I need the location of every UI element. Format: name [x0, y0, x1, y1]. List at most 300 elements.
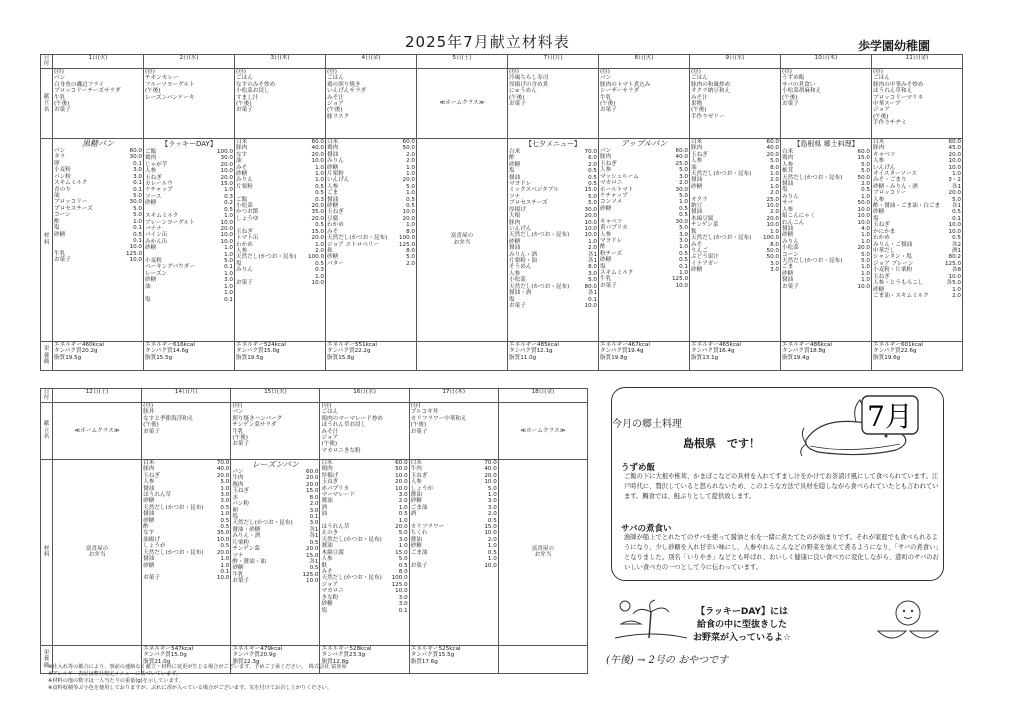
ingredient-name: 砂糖 [410, 498, 422, 505]
ingredient-name: ベーキングパウダー [145, 264, 195, 271]
nutrition-cell [498, 645, 587, 673]
ingredients-cell [781, 138, 872, 341]
ingredient-name: なす [143, 530, 155, 537]
ingredient-name: 醤油 [691, 177, 703, 184]
day-header: 3日(木) [235, 55, 326, 69]
ingredient-qty: 1.0 [861, 277, 870, 284]
ingredient-row [782, 175, 870, 181]
ingredient-name: ごま油 [410, 504, 428, 511]
ingredient-name: 塩 [54, 225, 60, 232]
ingredient-name: みりん・ご醤油 [873, 241, 913, 248]
month-badge: 7月 [867, 400, 913, 433]
ingredient-qty: 20.0 [306, 481, 319, 488]
ingredient-name: 玉ねぎ [691, 151, 708, 158]
ingredient-qty: 8.0 [398, 569, 408, 576]
nutrition-line: エネルギー465kcal [691, 341, 741, 348]
menu-cell [326, 68, 417, 138]
ingredient-qty: 0.1 [224, 264, 233, 271]
ingredient-name: 豚肉 [236, 145, 248, 152]
ingredient-qty: 5.0 [220, 479, 230, 486]
ingredient-qty: 20.0 [584, 213, 597, 220]
ingredient-qty: 10.0 [766, 222, 779, 229]
ingredient-name: ブレーンヨーグルト [145, 219, 195, 226]
ingredient-qty: 5.0 [679, 225, 688, 232]
ingredient-qty: 30.0 [584, 206, 597, 213]
ingredient-qty: 10.0 [766, 203, 779, 210]
ingredient-qty: 125.0 [398, 241, 415, 248]
ingredient-name: みりん・酒 [509, 251, 537, 258]
ingredient-qty: 2.0 [679, 180, 688, 187]
ingredient-name: 砂糖 [327, 203, 339, 210]
day-header: 18日(金) [498, 389, 587, 403]
ingredient-name: 油 [54, 192, 60, 199]
ingredient-qty: 各1 [309, 558, 319, 565]
menu-line: 照り焼きハンバーグ [232, 415, 283, 422]
ingredient-qty: 35.0 [311, 209, 324, 216]
ingredient-name: 中華だし [873, 248, 896, 255]
ingredient-name: ほうれん草 [143, 491, 172, 498]
ingredient-name: 塩 [145, 296, 151, 303]
handwritten-memo: (午後) → 2号の おやつです [606, 655, 729, 666]
menu-line: お菓子 [782, 100, 799, 107]
ingredient-qty: 50.0 [395, 466, 408, 473]
ingredient-qty: 10.0 [220, 168, 233, 175]
menu-line: 鶏の照り焼き [327, 81, 361, 88]
ingredient-qty: 50.0 [766, 248, 779, 255]
nutrition-line: タンパク質23.3g [321, 652, 366, 659]
label-date: 日付 [41, 55, 53, 69]
ingredient-name: 天然だし(かつお・昆布) [509, 232, 570, 239]
ingredient-name: 塩 [509, 168, 515, 175]
ingredient-name: れんこん [782, 219, 805, 226]
ingredient-name: 人参 [327, 183, 339, 190]
ingredient-qty: 15.0 [306, 488, 319, 495]
home-class-cell: ≪ホームクラス≫ [53, 402, 142, 459]
ingredient-qty: 10.0 [220, 219, 233, 226]
ingredient-name: 大根 [509, 213, 521, 220]
ingredient-qty: 10.0 [484, 479, 497, 486]
ingredient-qty: 2.0 [588, 161, 597, 168]
day-header: 7日(月) [508, 55, 599, 69]
menu-line: (昼) [143, 402, 154, 409]
ingredient-qty: 15.0 [484, 524, 497, 531]
ingredient-qty: 各8 [951, 267, 961, 274]
ingredient-qty: 0.1 [133, 225, 142, 232]
nutrition-line: エネルギー528kcal [321, 645, 372, 652]
menu-cell [781, 68, 872, 138]
menu-line: (午後) [232, 434, 248, 441]
ingredient-name: 片栗粉 [327, 170, 344, 177]
menu-line: (昼) [691, 68, 701, 75]
ingredient-qty: 1.0 [398, 504, 408, 511]
ingredient-qty: 0.1 [133, 160, 142, 167]
ingredient-qty: 1.0 [406, 190, 415, 197]
menu-line: ごはん [236, 75, 253, 82]
day-header: 12日(土) [53, 389, 142, 403]
menu-line: うずめ飯 [782, 75, 805, 82]
ingredient-name: 醤油 [143, 485, 155, 492]
ingredient-qty: 5.0 [588, 200, 597, 207]
ingredient-qty: 2.0 [487, 536, 497, 543]
ingredient-name: ブロッコリー [873, 190, 907, 197]
ingredient-qty: 3.0 [224, 277, 233, 284]
ingredient-name: ミックスベジタブル [509, 187, 559, 194]
menu-line: パン [54, 75, 66, 82]
ingredient-qty: 10.0 [395, 472, 408, 479]
nutrition-cell [235, 341, 326, 370]
nutrition-line: タンパク質22.2g [327, 348, 371, 355]
day-header: 9日(水) [690, 55, 781, 69]
ingredient-name: ごま油・スキムミルク [873, 292, 929, 299]
ingredient-name: ツナ [509, 193, 521, 200]
ingredient-name: 酢 [143, 524, 149, 531]
menu-line: (昼) [232, 402, 243, 409]
ingredient-qty: 0.5 [224, 206, 233, 213]
label-nutrition: 栄養価 [41, 645, 53, 673]
ingredient-qty: 0.5 [406, 203, 415, 210]
nutrition-cell [508, 341, 599, 370]
ingredient-name: しょうが [143, 543, 166, 550]
ingredient-name: 人参 [143, 479, 155, 486]
ingredient-qty: 0.5 [220, 504, 230, 511]
ingredient-name: みりん [236, 267, 253, 274]
ingredient-name: 天然だし(かつお・昆布) [321, 536, 382, 543]
nutrition-line: 脂質15.5g [145, 354, 173, 361]
ingredient-qty: 5.0 [861, 161, 870, 168]
menu-line: (午後) [509, 94, 525, 101]
ingredient-qty: 0.5 [861, 187, 870, 194]
ingredient-name: ブロッコリー [54, 199, 88, 206]
ingredient-qty: 0.5 [588, 181, 597, 187]
menu-line: (昼) [236, 68, 246, 75]
nutrition-cell [144, 341, 235, 370]
day-header: 5日(土) [417, 55, 508, 69]
menu-line: オクラ納豆和え [691, 88, 731, 95]
ingredient-qty: 0.5 [220, 517, 230, 524]
menu-line: 小松菜胡麻和え [782, 88, 822, 95]
ingredients-cell [326, 138, 417, 341]
ingredient-name: 醤油 [509, 245, 521, 252]
ingredient-name: 卵 [54, 160, 60, 167]
ingredient-name: ジョア [321, 581, 339, 588]
ingredient-name: 砂糖 [54, 231, 66, 238]
ingredient-qty: 10.0 [216, 536, 230, 543]
menu-line: 牛乳 [54, 94, 66, 101]
ingredient-qty: 5.0 [398, 556, 408, 563]
nutrition-line: エネルギー479kcal [232, 645, 283, 652]
ingredient-name: お菓子 [232, 578, 250, 585]
ingredient-qty: 10.0 [395, 588, 408, 595]
ingredient-name: 天然だし(かつお・昆布) [321, 575, 382, 582]
ingredient-name: 砂糖 [143, 562, 155, 569]
ingredient-name: お菓子 [236, 280, 253, 287]
ingredient-name: 醤油 [782, 181, 794, 187]
ingredient-name: 醤油 [410, 536, 422, 543]
ingredient-name: 人参・とうもろこし [873, 280, 924, 287]
ingredient-name: 砂糖 [873, 286, 885, 293]
nutrition-cell [781, 341, 872, 370]
menu-line: プルコギ丼 [410, 409, 439, 416]
ingredient-qty: 0.5 [679, 205, 688, 212]
ingredient-name: 砂糖 [236, 170, 248, 177]
ingredient-qty: 10.0 [948, 158, 961, 165]
ingredient-qty: 10.0 [220, 238, 233, 245]
ingredient-qty: 2.0 [770, 209, 779, 216]
ingredient-name: みりん [236, 177, 253, 184]
nutrition-line: 脂質22.3g [232, 658, 260, 665]
whale-july-icon [800, 392, 930, 462]
ingredient-name: マカロニ [600, 180, 623, 187]
label-ingredients: 材料 [41, 459, 53, 645]
ingredient-qty: 1.0 [224, 283, 233, 290]
ingredient-qty: 3.0 [487, 504, 497, 511]
ingredient-qty: 60.0 [857, 148, 870, 155]
ingredient-qty: 20.0 [766, 151, 779, 158]
ingredient-name: 麩 [691, 228, 697, 235]
ingredient-name: お菓子 [509, 303, 526, 310]
ingredient-name: きな粉 [321, 594, 339, 601]
ingredient-qty: 0.5 [398, 511, 408, 518]
nutrition-line: エネルギー485kcal [509, 341, 559, 348]
ingredient-qty: 5.0 [770, 158, 779, 165]
ingredient-name: パン粉 [54, 173, 71, 180]
ingredient-qty: 50.0 [857, 174, 870, 181]
ingredient-name: マヨドレ [509, 181, 532, 187]
ingredient-name: 豚肉 [691, 145, 703, 152]
home-class-cell: ≪ホームクラス≫ [498, 402, 587, 459]
menu-line: (昼) [327, 68, 337, 75]
ingredient-name: 白米 [509, 148, 521, 155]
ingredient-name: 醤油 [321, 498, 333, 505]
ingredient-qty: 1.0 [861, 264, 870, 271]
day-header: 8日(火) [599, 55, 690, 69]
ingredient-qty: 各1 [951, 183, 961, 190]
ingredient-qty: 1.0 [398, 517, 408, 524]
ingredient-row [782, 284, 870, 290]
ingredient-name: みりん [782, 238, 799, 245]
nutrition-line: エネルギー486kcal [782, 341, 832, 348]
ingredient-name: 醤油 [321, 543, 333, 550]
menu-line: (午後) [143, 422, 159, 429]
ingredient-qty: 3.0 [770, 260, 779, 267]
ingredient-qty: 0.1 [952, 215, 961, 222]
ingredient-qty: 2.0 [588, 245, 597, 252]
ingredient-qty: 3・2 [948, 177, 961, 184]
ingredient-qty: 40.0 [311, 145, 324, 152]
ingredient-name: スキムミルク [600, 270, 634, 277]
beach-illustration-icon [611, 594, 691, 644]
ingredient-qty: 5.0 [133, 205, 142, 212]
ingredient-qty: 3.0 [220, 498, 230, 505]
ingredient-qty: 5.0 [406, 183, 415, 190]
nutrition-line: エネルギー616kcal [145, 341, 195, 348]
ingredient-qty: 60.0 [395, 459, 408, 466]
ingredient-qty: 100.0 [398, 235, 415, 242]
menu-line: 小松菜お浸し [236, 88, 270, 95]
ingredient-name: 酢・醤油・ごま油・白ごま [873, 203, 941, 210]
ingredient-qty: 各2 [951, 241, 961, 248]
ingredient-row [143, 575, 229, 581]
ingredients-cell [231, 459, 320, 645]
menu-line: 果物 [691, 100, 703, 107]
ingredient-qty: 5.0 [679, 192, 688, 199]
ingredient-qty: 20.0 [766, 215, 779, 222]
ingredient-qty: 10.0 [675, 282, 688, 289]
ingredient-qty: 15.0 [395, 549, 408, 556]
ingredient-name: わかめ [236, 241, 253, 248]
ingredient-qty: 5.0 [588, 277, 597, 284]
ingredient-qty: 1.0 [224, 270, 233, 277]
ingredient-name: 椎茸 [782, 168, 794, 175]
ingredient-name: ケチャップ [600, 192, 628, 199]
label-nutrition: 栄養価 [41, 341, 53, 370]
nutrition-line: タンパク質22.6g [873, 348, 917, 355]
ingredient-qty: 10.0 [584, 219, 597, 226]
lucky-day-note: 【ラッキーDAY】には 給食の中に型抜きした お野菜が入っているよ☆ [693, 607, 792, 644]
ingredient-qty: 2.0 [309, 501, 319, 508]
menu-cell [690, 68, 781, 138]
ingredient-name: トマト缶 [236, 235, 259, 242]
nutrition-line: タンパク質15.0g [236, 348, 280, 355]
ingredient-name: 木綿豆腐 [321, 549, 344, 556]
menu-line: チキンカレー [145, 75, 179, 82]
menu-line: ごはん [327, 75, 344, 82]
ingredient-name: 白米 [691, 138, 703, 145]
ingredient-name: カリフラワー [410, 524, 445, 531]
ingredient-qty: 70.0 [216, 459, 230, 466]
ingredient-name: 水 [232, 494, 238, 501]
ingredient-qty: 60.0 [311, 138, 324, 145]
ingredient-qty: 0.5 [679, 212, 688, 219]
ingredient-qty: 45.0 [948, 145, 961, 152]
ingredient-qty: 2.0 [487, 511, 497, 518]
ingredient-qty: 5.0 [861, 168, 870, 175]
ingredient-row [509, 187, 597, 193]
nutrition-cell [53, 341, 144, 370]
nutrition-line: タンパク質14.6g [145, 348, 189, 355]
ingredient-qty: 0.1 [133, 186, 142, 193]
ingredient-name: お菓子 [410, 562, 428, 569]
ingredients-cell [690, 138, 781, 341]
ingredient-name: みそ [321, 569, 333, 576]
ingredient-name: 小松菜 [509, 277, 526, 284]
ingredient-qty: 1.0 [588, 238, 597, 245]
ingredient-name: 人参 [782, 206, 794, 213]
uzume-text: ご飯の下に大根や椎茸、かまぼこなどの具材を入れてすまし汁をかけてお茶漬け風にして食べられています。江戸時代に、贅沢していると怒られないため、このような方法で具材を隠しながら食べられていたとも言われています。鯛食では、鮭ぶりとして提供致します。 [624, 473, 939, 501]
ingredient-qty: 0.1 [679, 263, 688, 270]
ingredient-row [873, 293, 961, 299]
ingredient-name: 砂糖 [509, 238, 521, 245]
ingredient-qty: 1.0 [770, 228, 779, 235]
ingredient-qty: 10.0 [129, 244, 142, 251]
saba-title: サバの煮食い [621, 524, 672, 534]
ingredient-name: なす [236, 151, 248, 158]
ingredient-name: 木綿豆腐 [691, 215, 714, 222]
ingredient-qty: 100.0 [391, 575, 408, 582]
ingredient-qty: 0.2 [224, 200, 233, 207]
ingredient-qty: 8.0 [406, 228, 415, 235]
ingredient-name: 鶏肉 [321, 466, 333, 473]
ingredient-qty: 1.0 [861, 232, 870, 239]
menu-line: みそ汁 [321, 428, 339, 435]
menu-line: (昼) [782, 68, 792, 75]
ingredient-qty: 1.0 [220, 562, 230, 569]
ingredient-name: チンゲン菜 [232, 546, 260, 553]
ingredient-name: 砂糖 [143, 517, 155, 524]
ingredient-qty: 30.0 [675, 218, 688, 225]
ingredient-name: オクラ [691, 196, 708, 203]
menu-line: (午後) [236, 100, 252, 107]
handwritten-bread-name: アップルパン [620, 138, 668, 148]
ingredient-qty: 40.0 [484, 466, 497, 473]
footnotes: ※仕入れ等の都合により、事前の連絡なく献立・材料に変更が生じる場合がございます。予めご了承ください。 株式会社 富喜屋 ※アレルギー表記は弊社規定メニューに基づいています。 ※材料の他の数字は一人当たりの重量(g)を示しています。 ※食料収積等ぶ小色を使用しておりますが、ぶれに香が入っている場合がございます。気を付けてお召し上がりください。 [48, 664, 347, 692]
menu-line: お菓子 [509, 100, 526, 107]
ingredient-name: 牛乳 [232, 571, 244, 578]
ingredient-qty: 3.0 [133, 173, 142, 180]
menu-line: 豚肉の和風炒め [691, 81, 731, 88]
ingredient-name: スキムミルク [145, 213, 179, 220]
nutrition-line: エネルギー460kcal [54, 341, 104, 348]
menu-line: 豚丼 [143, 409, 155, 416]
menu-line: 鶏肉のマーマレード炒め [321, 415, 384, 422]
ingredient-qty: 1.0 [220, 485, 230, 492]
nutrition-line: タンパク質19.4g [600, 348, 644, 355]
ingredient-name: ケチャップ [145, 187, 173, 194]
ingredient-name: 人参 [410, 479, 422, 486]
ingredient-name: お菓子 [782, 283, 799, 290]
menu-line: ジョア [321, 434, 339, 441]
bento-label: 富喜屋の お弁当 [531, 545, 555, 559]
ingredient-qty: 1.0 [770, 170, 779, 177]
ingredient-name: 天然だし(かつお・昆布) [143, 549, 204, 556]
ingredient-name: ごま油 [410, 549, 428, 556]
ingredient-name: 豚肉 [232, 481, 244, 488]
nutrition-line: タンパク質20.2g [54, 348, 98, 355]
ingredient-qty: 0.5 [487, 549, 497, 556]
ingredient-qty: 0.3 [224, 193, 233, 200]
ingredient-name: かにかま [873, 228, 896, 235]
menu-line: お菓子 [143, 428, 160, 435]
ingredient-name: 玉ねぎ [321, 479, 339, 486]
ingredient-qty: 1.0 [224, 245, 233, 252]
menu-cell [235, 68, 326, 138]
ingredient-qty: 1.0 [224, 213, 233, 220]
menu-line: 牛乳 [232, 428, 244, 435]
ingredient-name: 醤油 [143, 556, 155, 563]
menu-table-week1 [40, 54, 963, 371]
ingredient-qty: 0.3 [315, 267, 324, 274]
nutrition-cell [690, 341, 781, 370]
ingredient-qty: 5.0 [398, 530, 408, 537]
ingredient-qty: 125.0 [671, 276, 688, 283]
nutrition-line: 脂質19.8g [600, 354, 628, 361]
ingredient-qty: 0.5 [487, 517, 497, 524]
nutrition-line: エネルギー601kcal [873, 341, 923, 348]
ingredient-qty: 0.5 [588, 168, 597, 175]
ingredient-name: 厚揚げ [321, 472, 339, 479]
menu-line: ごはん [321, 409, 339, 416]
ingredient-name: 牛肉 [410, 466, 422, 473]
home-class-cell: ≪ホームクラス≫ [417, 68, 508, 138]
ingredient-name: ご飯 [236, 196, 248, 203]
ingredient-name: 白米 [236, 138, 248, 145]
ingredient-name: 油 [236, 158, 242, 165]
ingredient-name: キャベツ [873, 151, 896, 158]
ingredient-name: 白米 [782, 148, 794, 155]
ingredient-name: 醤油・砂糖 [232, 526, 261, 533]
ingredient-qty: 10.0 [584, 303, 597, 310]
ingredient-qty: 20.0 [484, 472, 497, 479]
